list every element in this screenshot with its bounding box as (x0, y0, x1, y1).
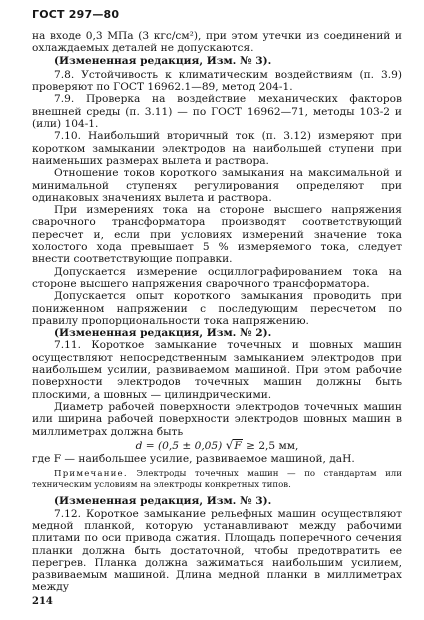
amendment-note: (Измененная редакция, Изм. № 3). (54, 54, 272, 67)
clause-7-11: 7.11. Короткое замыкание точечных и шовных машин осуществляют непосредственным замыканием электродов при наибольшем усилии, развиваемом машиной. При этом рабочие поверхности электродов точечных машин должны быть плоскими, а шовных — цилиндрическими. (32, 339, 402, 401)
paragraph-continuation: на входе 0,3 МПа (3 кгс/см²), при этом утечки из соединений и охлаждаемых деталей не допускаются. (32, 30, 402, 55)
document-header: ГОСТ 297—80 (32, 8, 120, 21)
note (32, 469, 402, 490)
note-text: Электроды точечных машин — по стандартам или техническим условиям на электроды конкретных типов. (32, 469, 402, 490)
formula-radicand: F (234, 439, 242, 452)
paragraph-ratio: Отношение токов короткого замыкания на максимальной и минимальной ступенях регулирования определяют при одинаковых значениях вылета и раствора. (32, 167, 402, 204)
formula-where: где F — наибольшее усилие, развиваемое машиной, даН. (32, 453, 355, 466)
amendment-note: (Измененная редакция, Изм. № 2). (54, 327, 272, 340)
sqrt-sign: √ (225, 437, 234, 452)
page-number: 214 (32, 596, 53, 607)
formula (32, 439, 402, 452)
paragraph-measurement: При измерениях тока на стороне высшего напряжения сварочного трансформатора производят соответствующий пересчет и, если при условиях измерений значение тока холостого хода превышает 5 % измеряемого тока, следует внести соответствующие поправки. (32, 204, 402, 266)
formula-rhs: ≥ 2,5 мм, (246, 439, 299, 452)
paragraph-diameter: Диаметр рабочей поверхности электродов точечных машин или ширина рабочей поверхности электродов шовных машин в миллиметрах должна быть (32, 400, 402, 438)
document-body (32, 30, 402, 594)
clause-7-12: 7.12. Короткое замыкание рельефных машин осуществляют медной планкой, которую устанавливают между рабочими плитами по оси привода сжатия. Площадь поперечного сечения планки должна быть достаточной, чтобы предотвратить ее перегрев. Планка должна зажиматься наибольшим усилием, развиваемым машиной. Длина медной планки в миллиметрах между (32, 507, 402, 594)
amendment-note: (Измененная редакция, Изм. № 3). (54, 495, 272, 508)
paragraph-oscillograph: Допускается измерение осциллографированием тока на стороне высшего напряжения сварочного трансформатора. (32, 265, 402, 290)
clause-7-9: 7.9. Проверка на воздействие механических факторов внешней среды (п. 3.11) — по ГОСТ 16962—71, методы 103-2 и (или) 104-1. (32, 93, 402, 131)
note-label: Примечание. (54, 469, 128, 480)
paragraph-reduced-voltage: Допускается опыт короткого замыкания проводить при пониженном напряжении с последующим пересчетом по правилу пропорциональности тока напряжению. (32, 290, 402, 327)
formula-lhs: d = (0,5 ± 0,05) (135, 439, 223, 452)
clause-7-10: 7.10. Наибольший вторичный ток (п. 3.12) измеряют при коротком замыкании электродов на наибольшей ступени при наименьших размерах вылета и раствора. (32, 130, 402, 167)
clause-7-8: 7.8. Устойчивость к климатическим воздействиям (п. 3.9) проверяют по ГОСТ 16962.1—89, метод 204-1. (32, 68, 402, 94)
